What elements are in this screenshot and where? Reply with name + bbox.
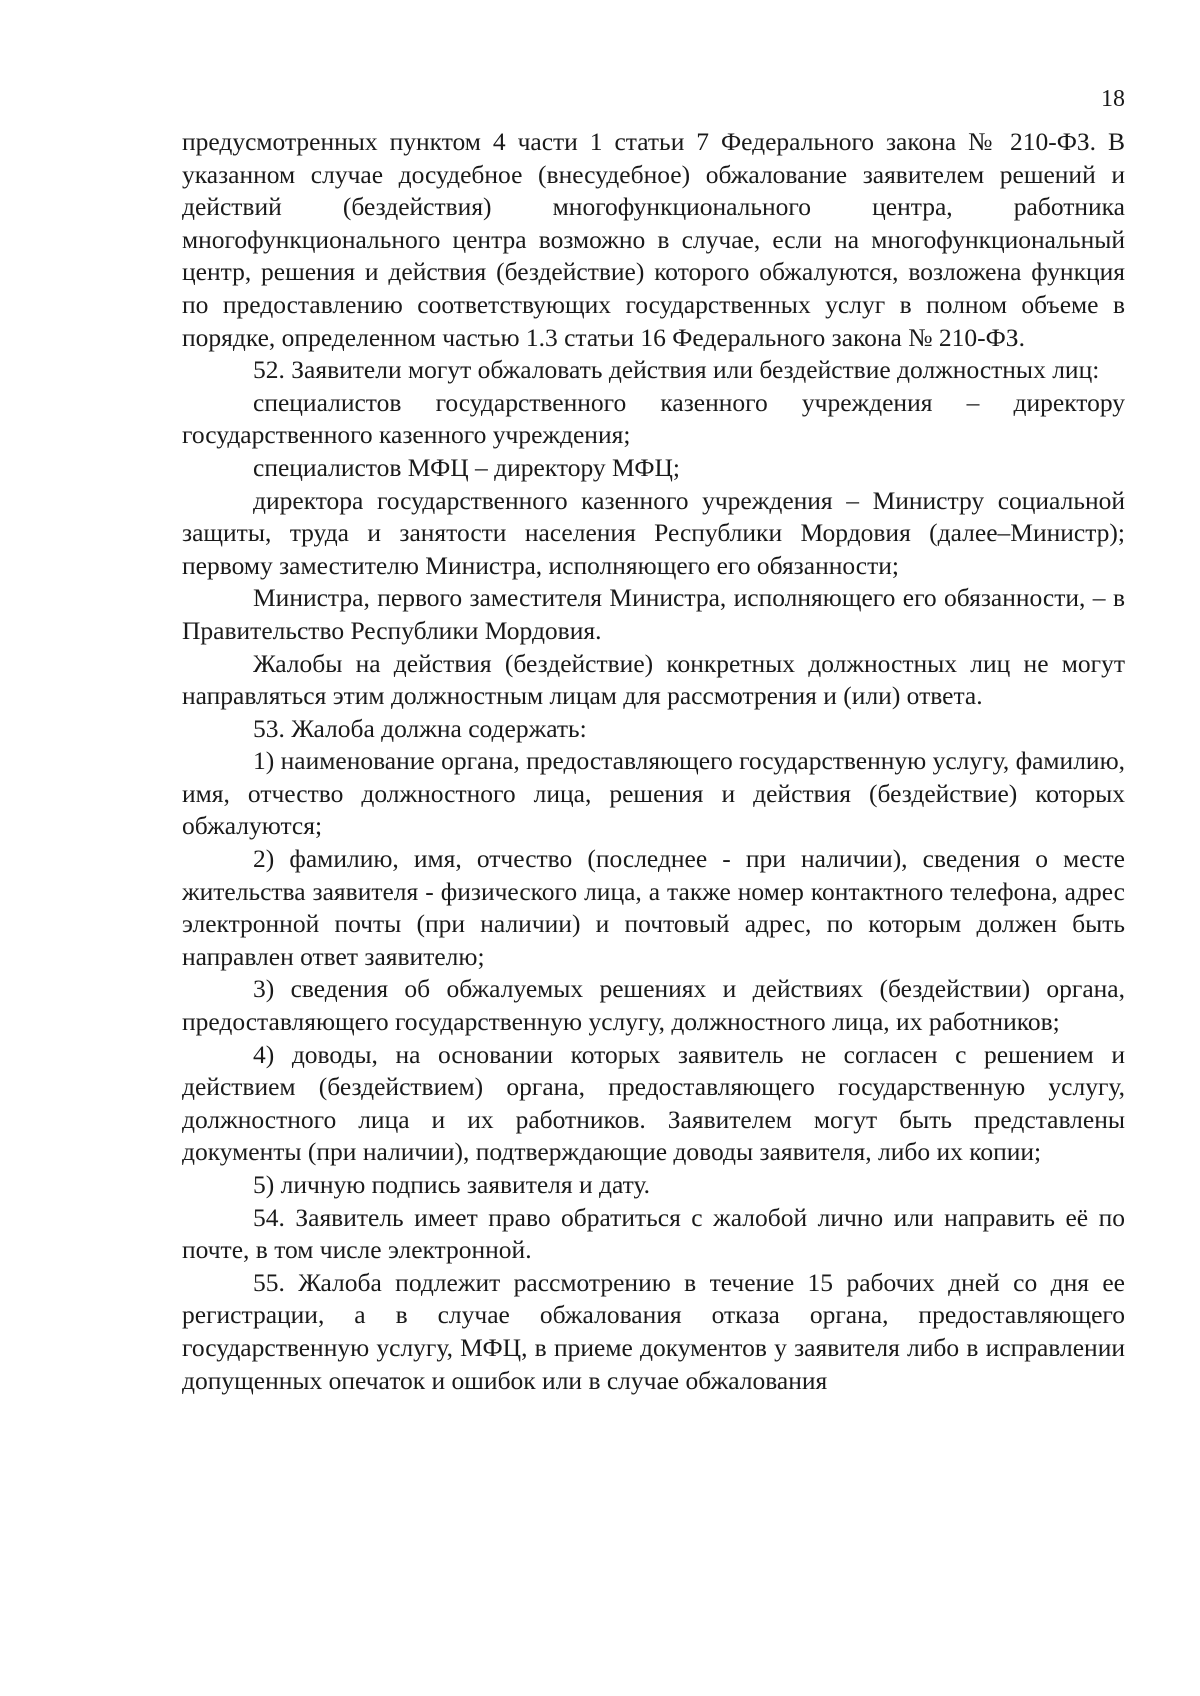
paragraph-complaints-note: Жалобы на действия (бездействие) конкретных должностных лиц не могут направляться этим должностным лицам для рассмотрения и (или) ответа. (182, 648, 1125, 711)
paragraph-53-item-1: 1) наименование органа, предоставляющего государственную услугу, фамилию, имя, отчество должностного лица, решения и действия (бездействие) которых обжалуются; (182, 746, 1125, 841)
paragraph-55: 55. Жалоба подлежит рассмотрению в течение 15 рабочих дней со дня ее регистрации, а в случае обжалования отказа органа, предоставляющего государственную услугу, МФЦ, в приеме документов у заявителя либо в исправлении допущенных опечаток и ошибок или в случае обжалования (182, 1267, 1125, 1395)
paragraph-54: 54. Заявитель имеет право обратиться с жалобой лично или направить её по почте, в том числе электронной. (182, 1202, 1125, 1265)
paragraph-minister: Министра, первого заместителя Министра, исполняющего его обязанности, – в Правительство Республики Мордовия. (182, 583, 1125, 645)
paragraph-director-gku: директора государственного казенного учреждения – Министру социальной защиты, труда и занятости населения Республики Мордовия (далее–Министр); первому заместителю Министра, исполняющего его обязанности; (182, 485, 1125, 580)
page-number: 18 (1101, 86, 1125, 112)
document-body (182, 126, 1125, 1397)
paragraph-53-item-2: 2) фамилию, имя, отчество (последнее - при наличии), сведения о месте жительства заявителя - физического лица, а также номер контактного телефона, адрес электронной почты (при наличии) и почтовый адрес, по которым должен быть направлен ответ заявителю; (182, 844, 1125, 971)
paragraph-53-item-5: 5) личную подпись заявителя и дату. (253, 1170, 651, 1199)
paragraph-53: 53. Жалоба должна содержать: (253, 713, 587, 743)
paragraph-specialists-mfc: специалистов МФЦ – директору МФЦ; (253, 452, 681, 482)
paragraph-53-item-3: 3) сведения об обжалуемых решениях и действиях (бездействии) органа, предоставляющего государственную услугу, должностного лица, их работников; (182, 974, 1125, 1037)
paragraph-specialists-gku: специалистов государственного казенного учреждения – директору государственного казенного учреждения; (182, 387, 1125, 450)
paragraph-53-item-4: 4) доводы, на основании которых заявитель не согласен с решением и действием (бездействием) органа, предоставляющего государственную услугу, должностного лица и их работников. Заявителем могут быть представлены документы (при наличии), подтверждающие доводы заявителя, либо их копии; (182, 1039, 1125, 1167)
paragraph-continuation: предусмотренных пунктом 4 части 1 статьи 7 Федерального закона № 210-ФЗ. В указанном случае досудебное (внесудебное) обжалование заявителем решений и действий (бездействия) многофункционального центра, работника многофункционального центра возможно в случае, если на многофункциональный центр, решения и действия (бездействие) которого обжалуются, возложена функция по предоставлению соответствующих государственных услуг в полном объеме в порядке, определенном частью 1.3 статьи 16 Федерального закона № 210-ФЗ. (182, 127, 1125, 352)
paragraph-52: 52. Заявители могут обжаловать действия или бездействие должностных лиц: (253, 355, 1100, 385)
